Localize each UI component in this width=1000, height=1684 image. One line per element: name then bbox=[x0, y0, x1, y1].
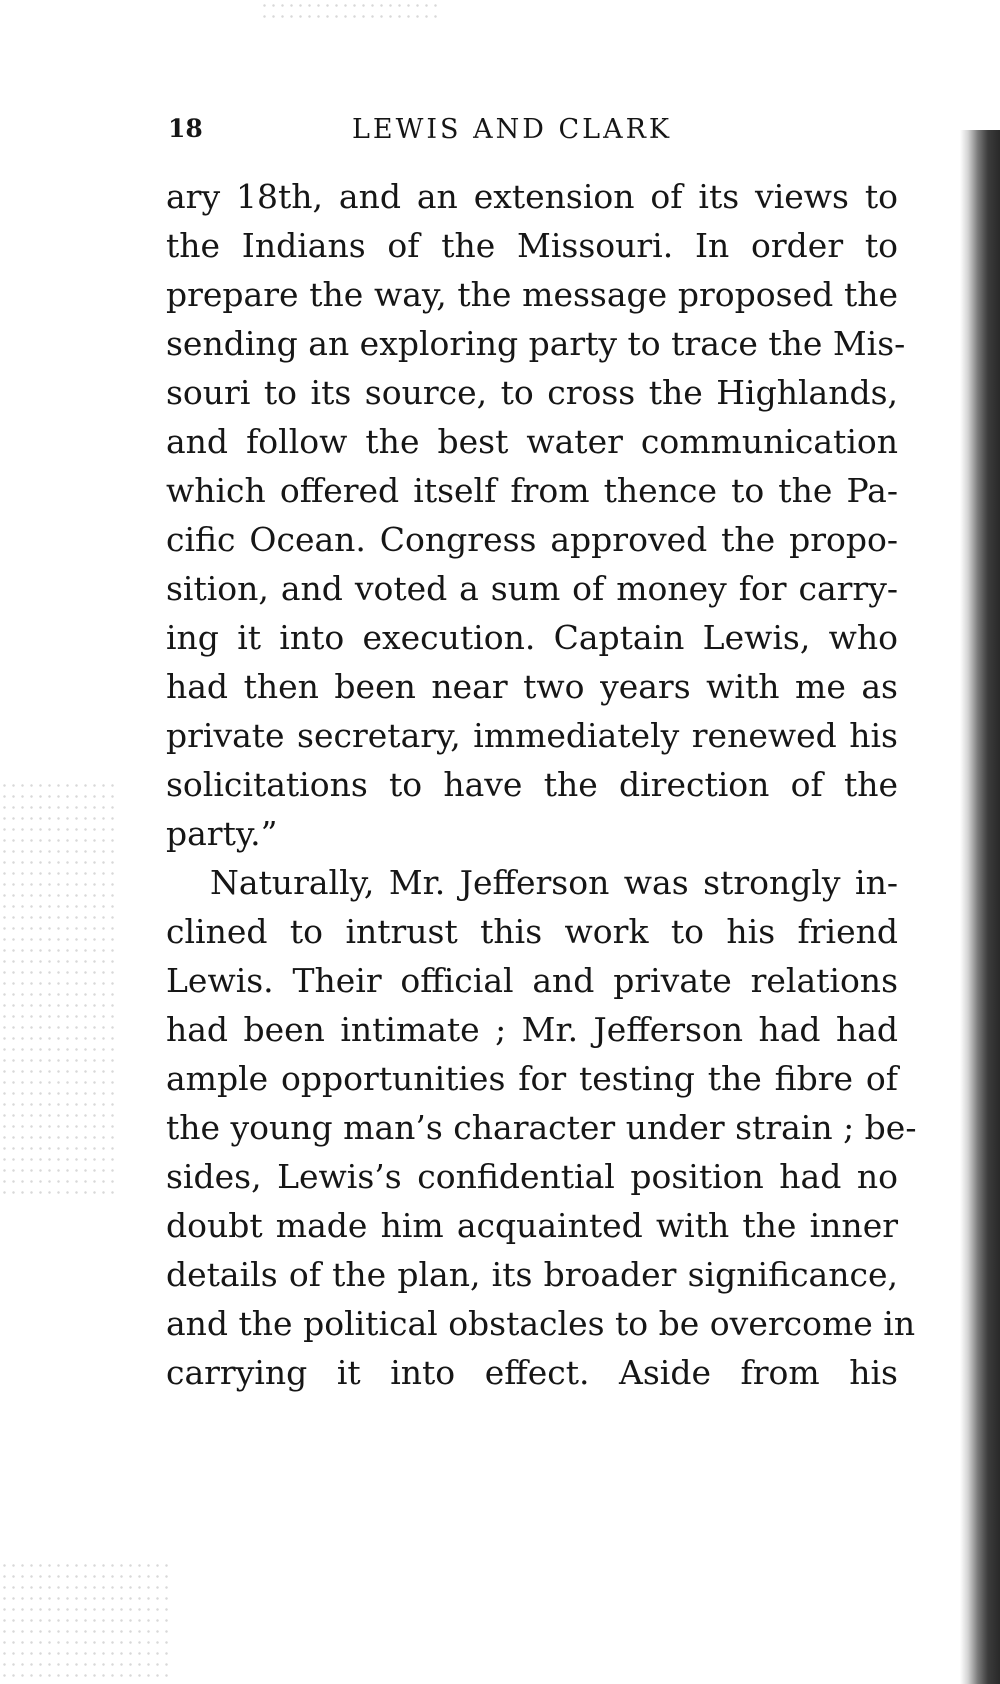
text-line: ample opportunities for testing the fibre of bbox=[166, 1059, 898, 1098]
running-head bbox=[168, 114, 728, 150]
text-line: Lewis. Their official and private relations bbox=[166, 961, 898, 1000]
text-line: ing it into execution. Captain Lewis, who bbox=[166, 618, 898, 657]
text-line: clined to intrust this work to his friend bbox=[166, 912, 898, 951]
text-line: carrying it into effect. Aside from his bbox=[166, 1353, 898, 1392]
text-line: private secretary, immediately renewed his bbox=[166, 716, 898, 755]
scan-speckle bbox=[0, 1560, 170, 1684]
text-line: prepare the way, the message proposed the bbox=[166, 275, 898, 314]
page-edge-shadow bbox=[960, 130, 1000, 1684]
text-line: details of the plan, its broader significance, bbox=[166, 1255, 898, 1294]
text-line: and follow the best water communication bbox=[166, 422, 898, 461]
text-line: had then been near two years with me as bbox=[166, 667, 898, 706]
text-line: sides, Lewis’s confidential position had no bbox=[166, 1157, 898, 1196]
text-line: had been intimate ; Mr. Jefferson had had bbox=[166, 1010, 898, 1049]
running-head-title: LEWIS AND CLARK bbox=[352, 114, 673, 145]
scan-speckle bbox=[260, 0, 440, 20]
body-text bbox=[166, 172, 917, 1397]
paragraph-first-line: Naturally, Mr. Jefferson was strongly in- bbox=[210, 863, 898, 902]
text-line: the Indians of the Missouri. In order to bbox=[166, 226, 898, 265]
page-number: 18 bbox=[168, 114, 203, 143]
text-line: solicitations to have the direction of the bbox=[166, 765, 898, 804]
scan-speckle bbox=[0, 780, 120, 1200]
text-line: party.” bbox=[166, 814, 278, 853]
text-line: souri to its source, to cross the Highlands, bbox=[166, 373, 898, 412]
text-line: the young man’s character under strain ; be- bbox=[166, 1108, 917, 1147]
text-line: doubt made him acquainted with the inner bbox=[166, 1206, 898, 1245]
text-line: sition, and voted a sum of money for carry- bbox=[166, 569, 898, 608]
text-line: cific Ocean. Congress approved the propo- bbox=[166, 520, 898, 559]
text-line: sending an exploring party to trace the Mis- bbox=[166, 324, 906, 363]
text-line: ary 18th, and an extension of its views to bbox=[166, 177, 898, 216]
text-line: and the political obstacles to be overcome in bbox=[166, 1304, 916, 1343]
text-line: which offered itself from thence to the Pa- bbox=[166, 471, 898, 510]
